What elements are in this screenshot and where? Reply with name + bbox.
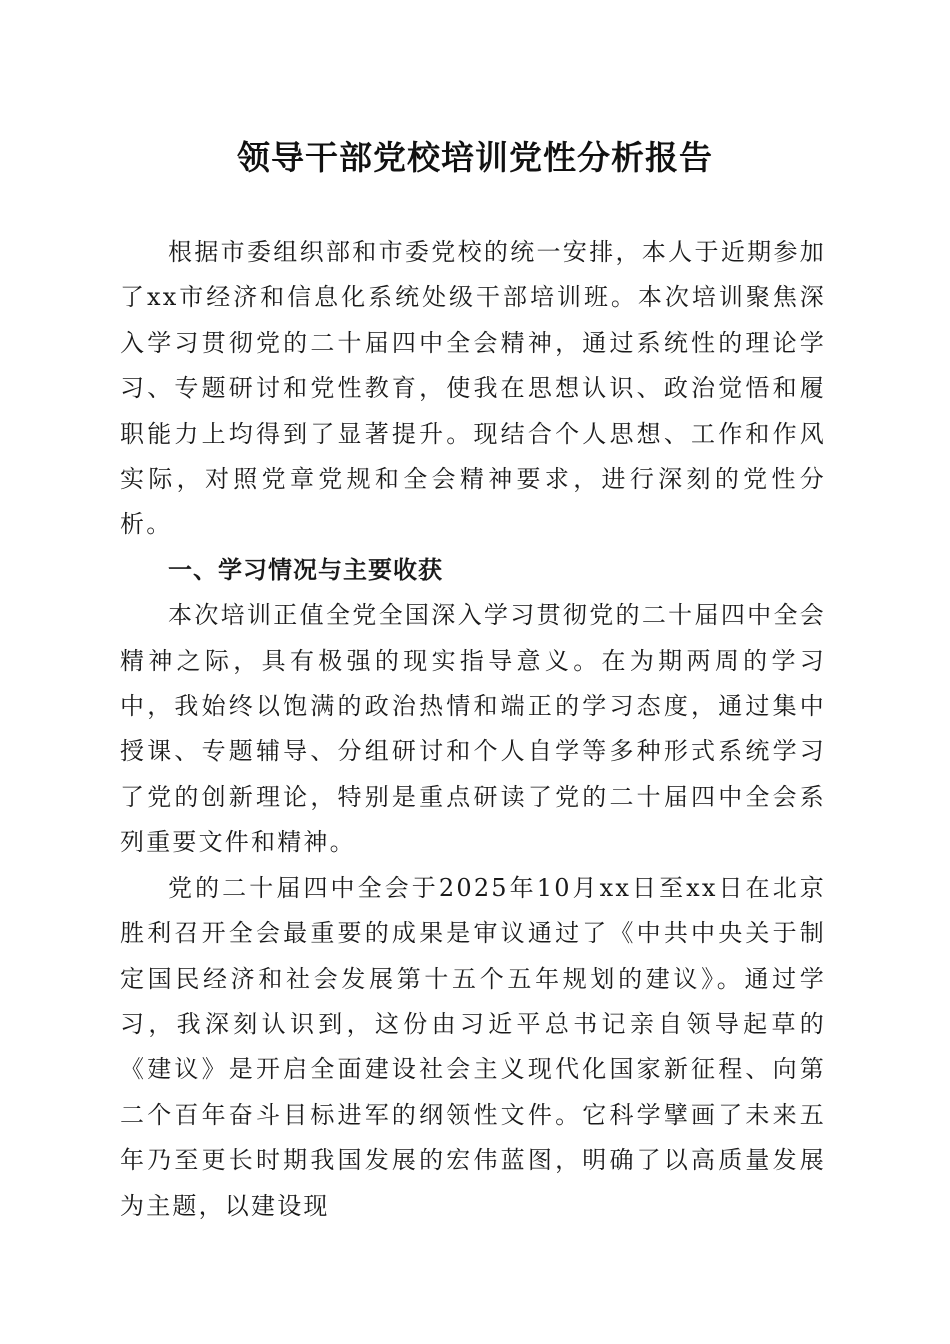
document-title: 领导干部党校培训党性分析报告: [237, 138, 713, 177]
section-heading: 一、学习情况与主要收获: [168, 555, 443, 584]
paragraph-study: 本次培训正值全党全国深入学习贯彻党的二十届四中全会精神之际，具有极强的现实指导意义。在为期两周的学习中，我始终以饱满的政治热情和端正的学习态度，通过集中授课、专题辅导、分组研讨和个人自学等多种形式系统学习了党的创新理论，特别是重点研读了党的二十届四中全会系列重要文件和精神。: [120, 601, 826, 857]
paragraph-intro: 根据市委组织部和市委党校的统一安排，本人于近期参加了xx市经济和信息化系统处级干部培训班。本次培训聚焦深入学习贯彻党的二十届四中全会精神，通过系统性的理论学习、专题研讨和党性教育，使我在思想认识、政治觉悟和履职能力上均得到了显著提升。现结合个人思想、工作和作风实际，对照党章党规和全会精神要求，进行深刻的党性分析。: [120, 238, 826, 539]
paragraph-plenum: 党的二十届四中全会于2025年10月xx日至xx日在北京胜利召开全会最重要的成果是审议通过了《中共中央关于制定国民经济和社会发展第十五个五年规划的建议》。通过学习，我深刻认识到，这份由习近平总书记亲自领导起草的《建议》是开启全面建设社会主义现代化国家新征程、向第二个百年奋斗目标进军的纲领性文件。它科学擘画了未来五年乃至更长时期我国发展的宏伟蓝图，明确了以高质量发展为主题，以建设现: [120, 873, 826, 1220]
document-body: [120, 230, 826, 1229]
